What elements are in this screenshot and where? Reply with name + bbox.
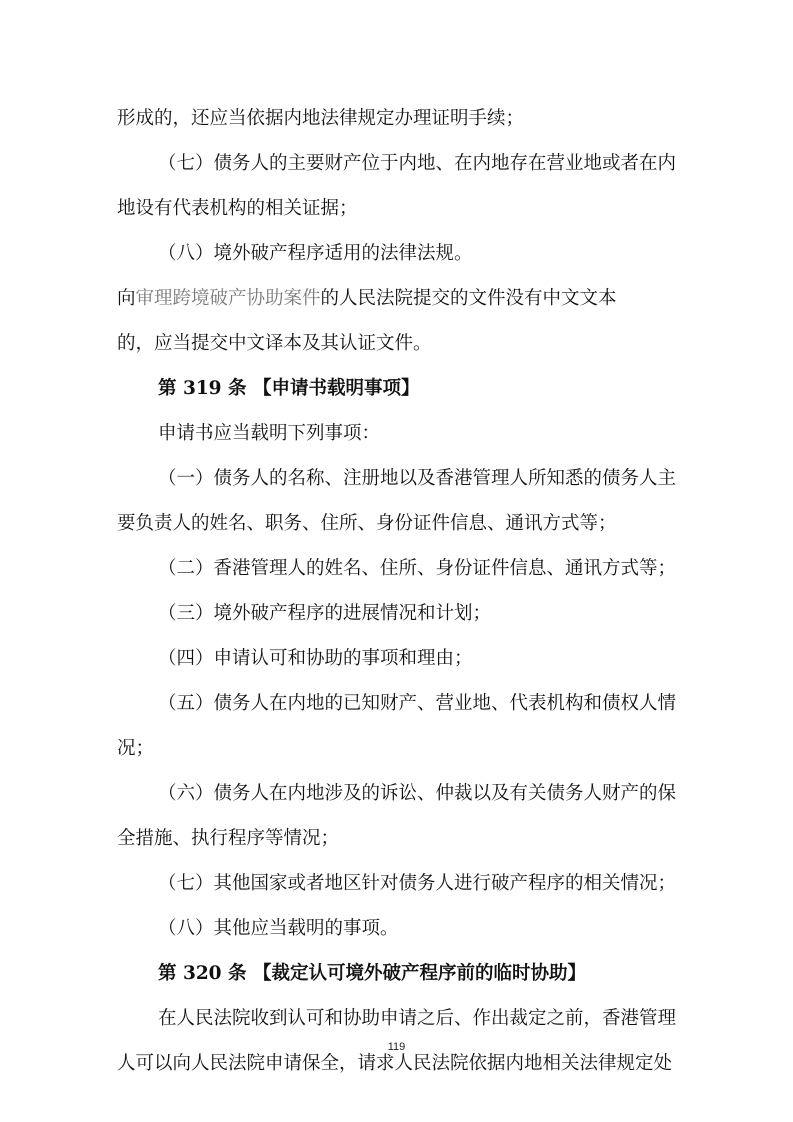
paragraph-translation: 向审理跨境破产协助案件的人民法院提交的文件没有中文文本 的，应当提交中文译本及其认证文件。 <box>117 288 617 354</box>
list-item-8: （八）境外破产程序适用的法律法规。 <box>158 243 473 264</box>
list-item-4: （四）申请认可和协助的事项和理由； <box>158 648 473 669</box>
list-item-7b: （七）其他国家或者地区针对债务人进行破产程序的相关情况； <box>158 873 677 894</box>
list-item-1: （一）债务人的名称、注册地以及香港管理人所知悉的债务人主 要负责人的姓名、职务、住所、身份证件信息、通讯方式等； <box>117 468 677 534</box>
paragraph-intro: 申请书应当载明下列事项： <box>158 423 381 444</box>
paragraph-interim: 在人民法院收到认可和协助申请之后、作出裁定之前，香港管理 人可以向人民法院申请保全，请求人民法院依据内地相关法律规定处 <box>117 1008 677 1074</box>
article-320-heading: 第 320 条 【裁定认可境外破产程序前的临时协助】 <box>158 963 586 984</box>
list-item-6: （六）债务人在内地涉及的诉讼、仲裁以及有关债务人财产的保 全措施、执行程序等情况； <box>117 783 677 849</box>
list-item-2: （二）香港管理人的姓名、住所、身份证件信息、通讯方式等； <box>158 558 677 579</box>
cross-reference-link[interactable]: 审理跨境破产协助案件 <box>135 288 321 309</box>
list-item-5: （五）债务人在内地的已知财产、营业地、代表机构和债权人情 况； <box>117 693 677 759</box>
page-number: 119 <box>387 1041 406 1053</box>
article-319-heading: 第 319 条 【申请书载明事项】 <box>158 378 420 399</box>
text-line: 形成的，还应当依据内地法律规定办理证明手续； <box>117 108 525 129</box>
list-item-3: （三）境外破产程序的进展情况和计划； <box>158 603 492 624</box>
list-item-7: （七）债务人的主要财产位于内地、在内地存在营业地或者在内 地设有代表机构的相关证据； <box>117 153 677 219</box>
list-item-8b: （八）其他应当载明的事项。 <box>158 918 399 939</box>
